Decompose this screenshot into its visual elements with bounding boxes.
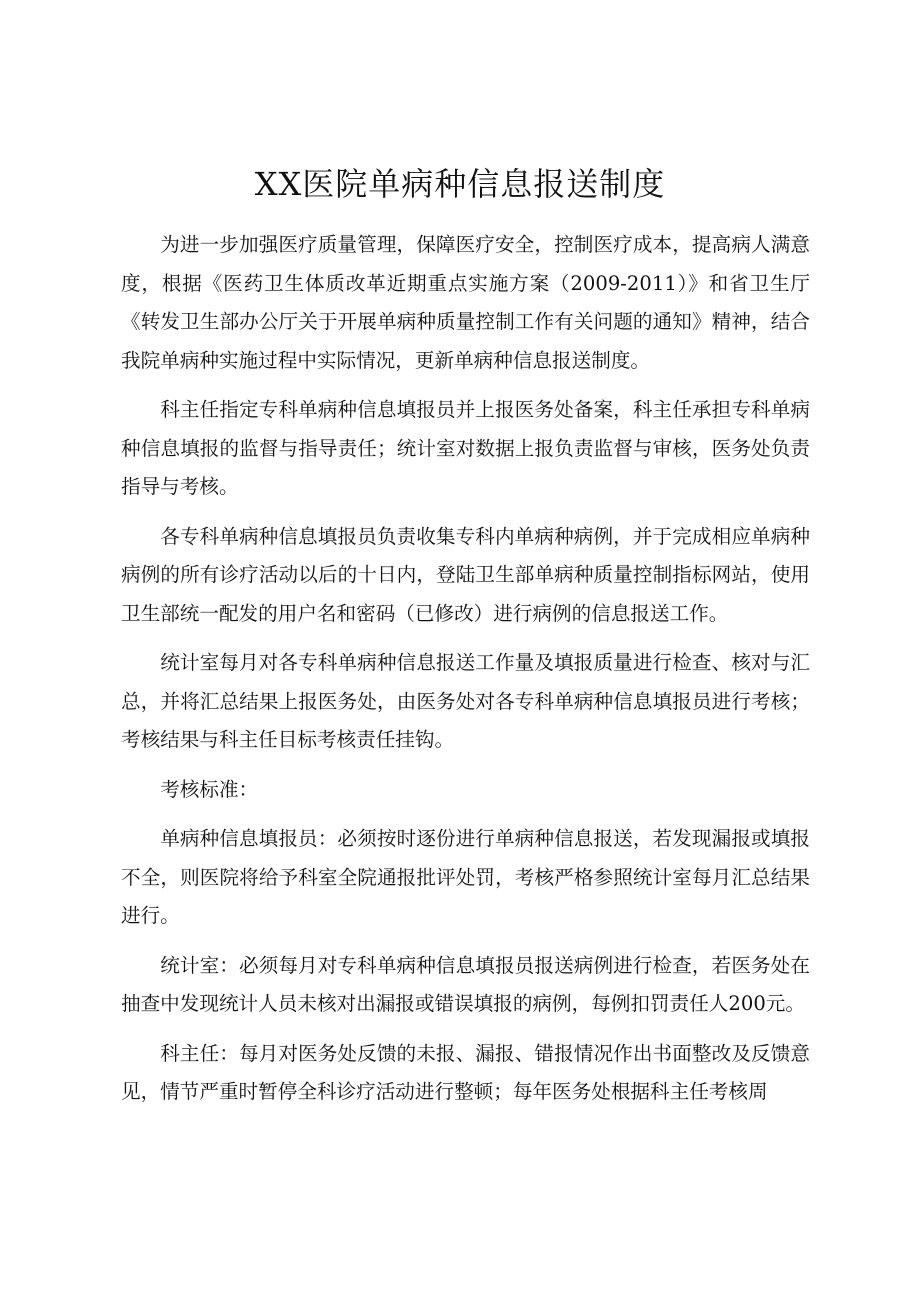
paragraph-reporter-standard: 单病种信息填报员：必须按时逐份进行单病种信息报送，若发现漏报或填报不全，则医院将给予科室全院通报批评处罚，考核严格参照统计室每月汇总结果进行。 (121, 827, 810, 927)
paragraph-assessment-heading: 考核标准： (160, 777, 259, 801)
paragraph-responsibility: 科主任指定专科单病种信息填报员并上报医务处备案，科主任承担专科单病种信息填报的监督与指导责任；统计室对数据上报负责监督与审核，医务处负责指导与考核。 (121, 398, 810, 498)
paragraph-reporting-procedure: 各专科单病种信息填报员负责收集专科内单病种病例，并于完成相应单病种病例的所有诊疗活动以后的十日内，登陆卫生部单病种质量控制指标网站，使用卫生部统一配发的用户名和密码（已修改）进行病例的信息报送工作。 (121, 524, 810, 625)
paragraph-statistics-standard: 统计室：必须每月对专科单病种信息填报员报送病例进行检查，若医务处在抽查中发现统计人员未核对出漏报或错误填报的病例，每例扣罚责任人200元。 (121, 953, 810, 1015)
paragraph-statistics-review: 统计室每月对各专科单病种信息报送工作量及填报质量进行检查、核对与汇总，并将汇总结果上报医务处，由医务处对各专科单病种信息填报员进行考核；考核结果与科主任目标考核责任挂钩。 (121, 651, 810, 751)
paragraph-director-standard: 科主任：每月对医务处反馈的未报、漏报、错报情况作出书面整改及反馈意见，情节严重时暂停全科诊疗活动进行整顿；每年医务处根据科主任考核周 (121, 1041, 810, 1103)
paragraph-intro: 为进一步加强医疗质量管理，保障医疗安全，控制医疗成本，提高病人满意度，根据《医药卫生体质改革近期重点实施方案（2009-2011）》和省卫生厅《转发卫生部办公厅关于开展单病种质量控制工作有关问题的通知》精神，结合我院单病种实施过程中实际情况，更新单病种信息报送制度。 (121, 233, 810, 372)
document-body (121, 226, 810, 1123)
document-title: XX医院单病种信息报送制度 (254, 165, 666, 203)
